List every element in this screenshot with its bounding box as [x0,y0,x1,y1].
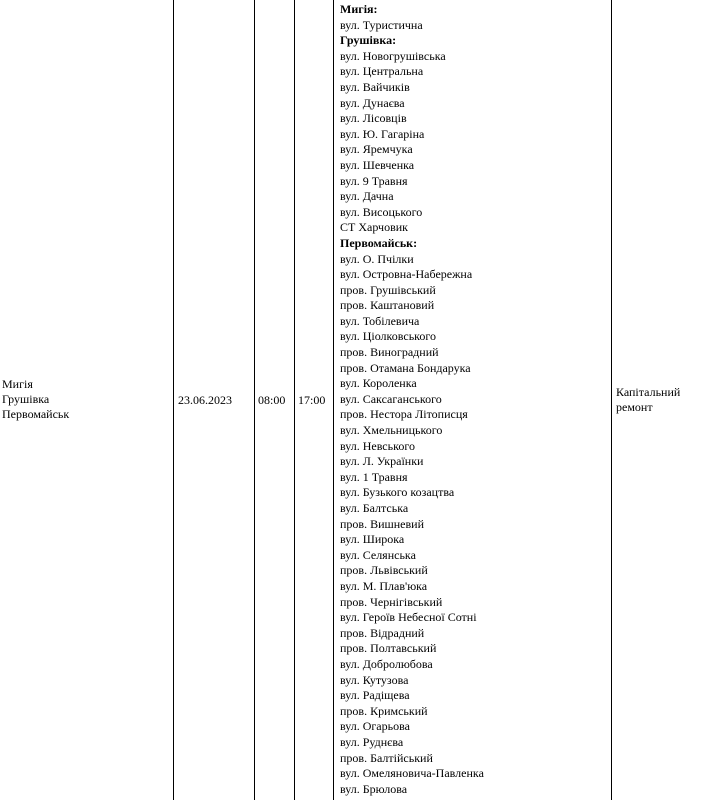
street-item: вул. Кутузова [340,672,409,687]
street-item: вул. Дачна [340,189,394,204]
reason-text: ремонт [616,400,653,414]
street-item: пров. Чернігівський [340,594,443,609]
street-item: пров. Нестора Літописця [340,407,468,422]
street-item: пров. Каштановий [340,298,435,313]
street-item: вул. Ціолковського [340,329,437,344]
settlement-header: Мигія: [340,2,378,16]
reason-cell [616,385,680,415]
street-item: вул. Брюлова [340,781,408,796]
street-item: вул. Короленка [340,376,417,391]
column-divider [611,0,612,800]
street-item: вул. М. Плав'юка [340,578,428,593]
street-item: вул. Дунаєва [340,95,405,110]
street-item: вул. Новогрушівська [340,48,446,63]
street-item: вул. Огарьова [340,719,410,734]
street-item: пров. Вишневий [340,516,425,531]
street-item: вул. Туристична [340,17,423,32]
street-item: вул. Тобілевича [340,313,420,328]
street-item: вул. Ю. Гагаріна [340,126,425,141]
street-list [340,2,610,797]
street-item: вул. 9 Травня [340,173,408,188]
end-time-cell: 17:00 [298,393,326,407]
street-item: пров. Кримський [340,703,428,718]
street-item: пров. Балтійський [340,750,433,765]
column-divider [173,0,174,800]
street-item: СТ Харчовик [340,220,408,235]
column-divider [294,0,295,800]
street-item: вул. Радіщева [340,688,410,703]
street-item: вул. Хмельницького [340,423,443,438]
street-item: вул. Невського [340,438,415,453]
street-item: вул. Висоцького [340,204,423,219]
street-item: вул. О. Пчілки [340,251,414,266]
settlement-name: Первомайськ [2,407,70,421]
street-item: вул. Шевченка [340,157,415,172]
settlement-name: Грушівка [2,392,50,406]
street-item: вул. Селянська [340,547,416,562]
street-item: пров. Відрадний [340,625,425,640]
street-item: вул. Вайчиків [340,79,410,94]
start-time-cell: 08:00 [258,393,286,407]
street-item: вул. 1 Травня [340,469,408,484]
street-item: вул. Островна-Набережна [340,267,473,282]
settlement-header: Первомайськ: [340,235,418,250]
street-item: пров. Львівський [340,563,428,578]
street-item: вул. Героїв Небесної Сотні [340,610,477,625]
street-item: вул. Саксаганського [340,391,442,406]
column-divider [254,0,255,800]
street-item: вул. Широка [340,532,405,547]
street-item: пров. Грушівський [340,282,436,297]
street-item: вул. Яремчука [340,142,413,157]
street-item: пров. Виноградний [340,345,439,360]
street-item: вул. Добролюбова [340,656,433,671]
street-item: пров. Полтавський [340,641,437,656]
street-item: вул. Лісовців [340,111,407,126]
reason-text: Капітальний [616,385,681,399]
settlement-header: Грушівка: [340,33,397,48]
street-item: вул. Л. Українки [340,454,424,469]
street-item: вул. Балтська [340,501,409,515]
settlements-cell [2,377,69,422]
street-item: вул. Омеляновича-Павленка [340,766,484,781]
column-divider [333,0,334,800]
street-item: вул. Центральна [340,64,424,79]
street-item: пров. Отамана Бондарука [340,360,471,375]
date-cell: 23.06.2023 [178,393,232,407]
street-item: вул. Руднєва [340,734,404,749]
street-item: вул. Бузького козацтва [340,485,455,500]
settlement-name: Мигія [2,377,33,391]
